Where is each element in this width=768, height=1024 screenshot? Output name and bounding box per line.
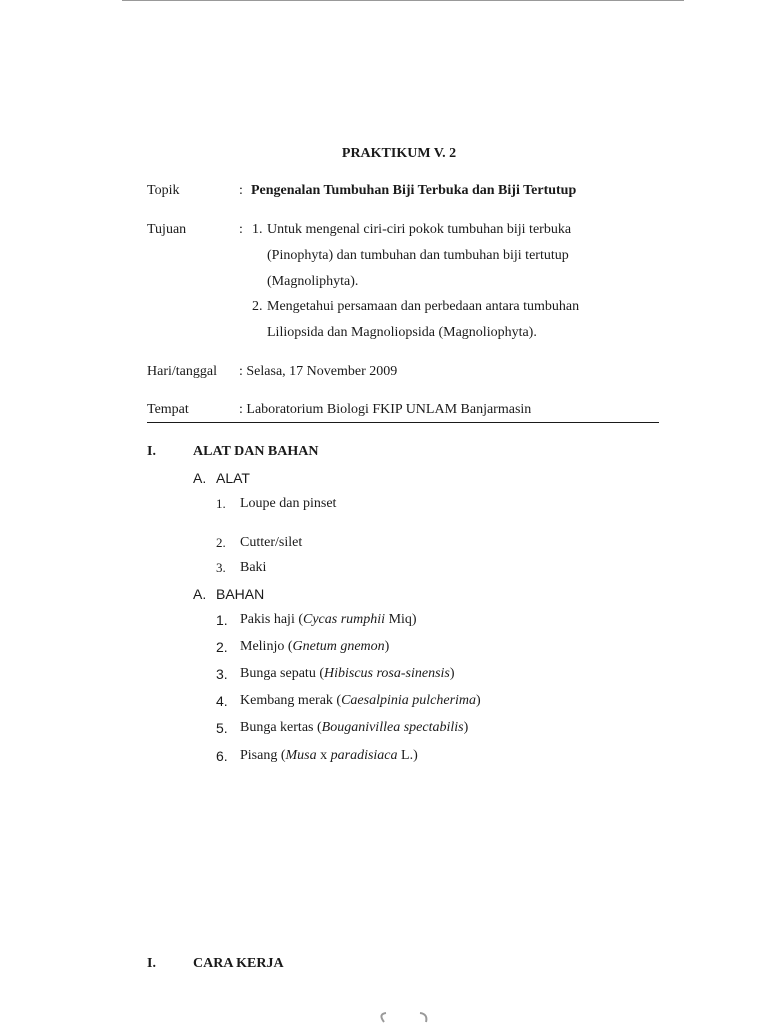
list-item-num: 1.	[216, 612, 228, 628]
tujuan-item-line: (Magnoliphyta).	[267, 274, 359, 289]
next-page-icon	[420, 1013, 426, 1022]
topik-label: Topik	[147, 183, 180, 198]
list-item-num: 6.	[216, 748, 228, 764]
subsection-letter: A.	[193, 586, 207, 602]
tujuan-item-line: Liliopsida dan Magnoliopsida (Magnoliophyta).	[267, 325, 537, 340]
list-item: Melinjo (Gnetum gnemon)	[240, 639, 390, 654]
list-item-num: 2.	[216, 535, 226, 550]
subsection-title: BAHAN	[216, 586, 265, 602]
section-number: I.	[147, 444, 156, 459]
list-item: Pakis haji (Cycas rumphii Miq)	[240, 612, 417, 627]
list-item: Loupe dan pinset	[240, 496, 337, 511]
list-item-num: 3.	[216, 560, 226, 575]
section-number: I.	[147, 956, 156, 971]
subsection-title: ALAT	[216, 470, 250, 486]
tujuan-item-line: Mengetahui persamaan dan perbedaan antara tumbuhan	[267, 299, 580, 314]
page-nav-icon[interactable]	[370, 1012, 440, 1024]
tujuan-item-line: (Pinophyta) dan tumbuhan dan tumbuhan biji tertutup	[267, 248, 569, 263]
list-item: Baki	[240, 560, 267, 575]
top-page-rule	[122, 0, 684, 1]
prev-page-icon	[381, 1013, 386, 1022]
subsection-letter: A.	[193, 470, 207, 486]
tujuan-colon: :	[239, 222, 243, 237]
list-item: Kembang merak (Caesalpinia pulcherima)	[240, 693, 481, 708]
tempat-label: Tempat	[147, 402, 189, 417]
list-item: Cutter/silet	[240, 535, 303, 550]
list-item-num: 1.	[216, 496, 226, 511]
list-item: Pisang (Musa x paradisiaca L.)	[240, 748, 418, 763]
list-item: Bunga kertas (Bouganivillea spectabilis)	[240, 720, 469, 735]
list-item-num: 3.	[216, 666, 228, 682]
tujuan-item-line: Untuk mengenal ciri-ciri pokok tumbuhan biji terbuka	[267, 222, 572, 237]
section-title: CARA KERJA	[193, 956, 284, 971]
header-divider	[147, 422, 659, 423]
topik-value: Pengenalan Tumbuhan Biji Terbuka dan Biji Tertutup	[251, 183, 577, 198]
tempat-value: : Laboratorium Biologi FKIP UNLAM Banjarmasin	[239, 402, 532, 417]
topik-colon: :	[239, 183, 243, 198]
tujuan-item-num: 1.	[252, 222, 263, 237]
list-item-num: 2.	[216, 639, 228, 655]
hari-value: : Selasa, 17 November 2009	[239, 364, 398, 379]
list-item-num: 4.	[216, 693, 228, 709]
hari-label: Hari/tanggal	[147, 364, 217, 379]
section-title: ALAT DAN BAHAN	[193, 444, 319, 459]
list-item: Bunga sepatu (Hibiscus rosa-sinensis)	[240, 666, 455, 681]
tujuan-item-num: 2.	[252, 299, 263, 314]
list-item-num: 5.	[216, 720, 228, 736]
page-title: PRAKTIKUM V. 2	[341, 146, 457, 161]
tujuan-label: Tujuan	[147, 222, 187, 237]
